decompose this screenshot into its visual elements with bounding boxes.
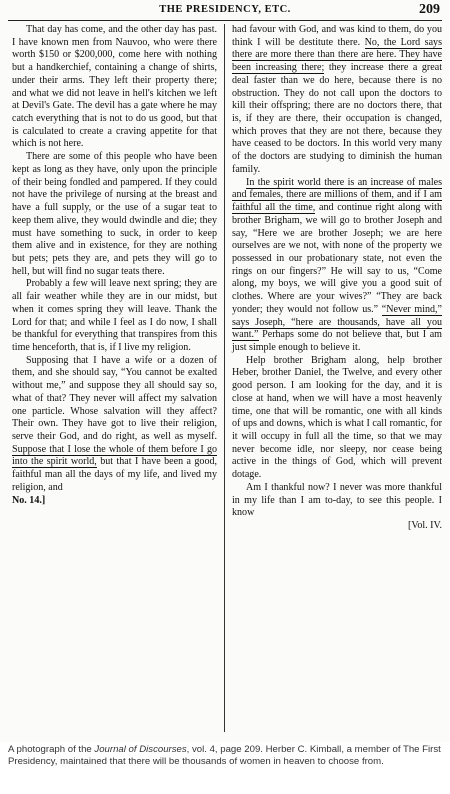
paragraph bbox=[232, 177, 442, 355]
column-divider bbox=[224, 24, 225, 732]
issue-number bbox=[12, 495, 217, 508]
paragraph bbox=[12, 278, 217, 354]
paragraph-text: had favour with God, and was kind to them, do you think I will be destitute there. bbox=[232, 24, 442, 48]
paragraph bbox=[232, 355, 442, 482]
caption-text: A photograph of the bbox=[8, 744, 95, 755]
paragraph-text: Supposing that I have a wife or a dozen of them, and she should say, “You cannot be exalted without me,” and suppose they all should say so, what of that? They never will affect my salvation one particle. Whose salvation will they affect? Their own. They have got to live their religion, serve their God, and do right, as well as myself. bbox=[12, 354, 217, 442]
paragraph bbox=[12, 355, 217, 495]
page-header bbox=[8, 4, 442, 20]
volume-marker: [Vol. IV. bbox=[408, 520, 442, 532]
underlined-passage: “Never mind,” says Joseph, “here are thousands, have all you want.” bbox=[232, 303, 443, 341]
caption-text: , vol. 4, page 209. Herber C. Kimball, a member of The First Presidency, maintained that there will be thousands of women in heaven to choose from. bbox=[8, 744, 441, 767]
header-rule bbox=[8, 20, 442, 21]
photo-caption bbox=[8, 744, 444, 768]
caption-publication-title: Journal of Discourses bbox=[94, 744, 187, 755]
paragraph bbox=[232, 24, 442, 177]
issue-number-text: No. 14.] bbox=[12, 494, 46, 506]
underlined-passage: No, the Lord says there are more there than there are here. They have been increasing there; bbox=[232, 36, 442, 74]
paragraph bbox=[12, 24, 217, 151]
paragraph-text: Help brother Brigham along, help brother Heber, brother Daniel, the Twelve, and every other good person. I am looking for the day, and it is close at hand, when we will have a most heavenly time, one that will be romantic, one with all kinds of ups and downs, which is what I call romantic, for it will occupy in full all the time, so that we may never become idle, nor sleepy, nor cease being active in the things of God, which will prevent dotage. bbox=[232, 354, 442, 481]
underlined-passage: Suppose that I lose the whole of them before I go into the spirit world, bbox=[12, 443, 217, 468]
paragraph bbox=[12, 151, 217, 278]
left-column bbox=[12, 24, 217, 507]
page-number: 209 bbox=[419, 2, 440, 17]
paragraph-text: Perhaps some do not believe that, but I am just simple enough to believe it. bbox=[232, 329, 442, 353]
paragraph-text: they increase there a great deal faster than we do here, because there is no obstruction. They do not call upon the doctors to kill their offspring; there are no doctors there, that is, if they are there, their occupation is changed, which proves that they are not there, because they have ceased to be doctors. In this world very many of the doctors are studying to diminish the human family. bbox=[232, 62, 442, 175]
underlined-passage: In the spirit world there is an increase of males and females, there are millions of them, and if I am faithful all the time, bbox=[232, 176, 442, 214]
right-column bbox=[232, 24, 442, 533]
paragraph-text: and continue right along with brother Brigham, we will go to brother Joseph and say, “Here we are brother Joseph; we are here ourselves are we not, with none of the property we possessed in our probationary state, not even the rings on our fingers?” He will say to us, “Come along, my boys, we will give you a good suit of clothes. Where are your wives?” “They are back yonder; they would not follow us.” bbox=[232, 202, 442, 315]
paragraph-text: There are some of this people who have been kept as long as they have, only upon the principle of their being fondled and pampered. If they could not have the privilege of nursing at the breast and have a full supply, or the use of a sugar teat to keep them alive, they would dwindle and die; they must have something to suck, in order to keep them alive and in existence, for they are nothing but pets; pets they are, and pets they will go to hell, but will find no sugar teats there. bbox=[12, 151, 217, 277]
paragraph-text: Probably a few will leave next spring; they are all fair weather while they are in our midst, but when it comes spring they will leave. Thank the Lord for that; and while I feel as I do now, I shall be thankful for everything that transpires from this time henceforth, that is, if I live my religion. bbox=[12, 278, 217, 353]
paragraph-text: but that I have been a good, faithful man all the days of my life, and lived my religion, and bbox=[12, 456, 217, 493]
paragraph-text: Am I thankful now? I never was more thankful in my life than I am to-day, to see this people. I know bbox=[232, 481, 442, 519]
running-title: THE PRESIDENCY, ETC. bbox=[159, 4, 291, 15]
paragraph bbox=[232, 482, 442, 520]
paragraph-text: That day has come, and the other day has past. I have known men from Nauvoo, who were there worth $150 or $200,000, come here with nothing but a handkerchief, containing a change of shirts, under their arms. They left their property there; and what we did not leave in hell's kitchen we left at Devil's Gate. The devil has a gate where he may catch everything that is not to do us good, but that is calculated to create a craving appetite for that which is not here. bbox=[12, 24, 217, 150]
